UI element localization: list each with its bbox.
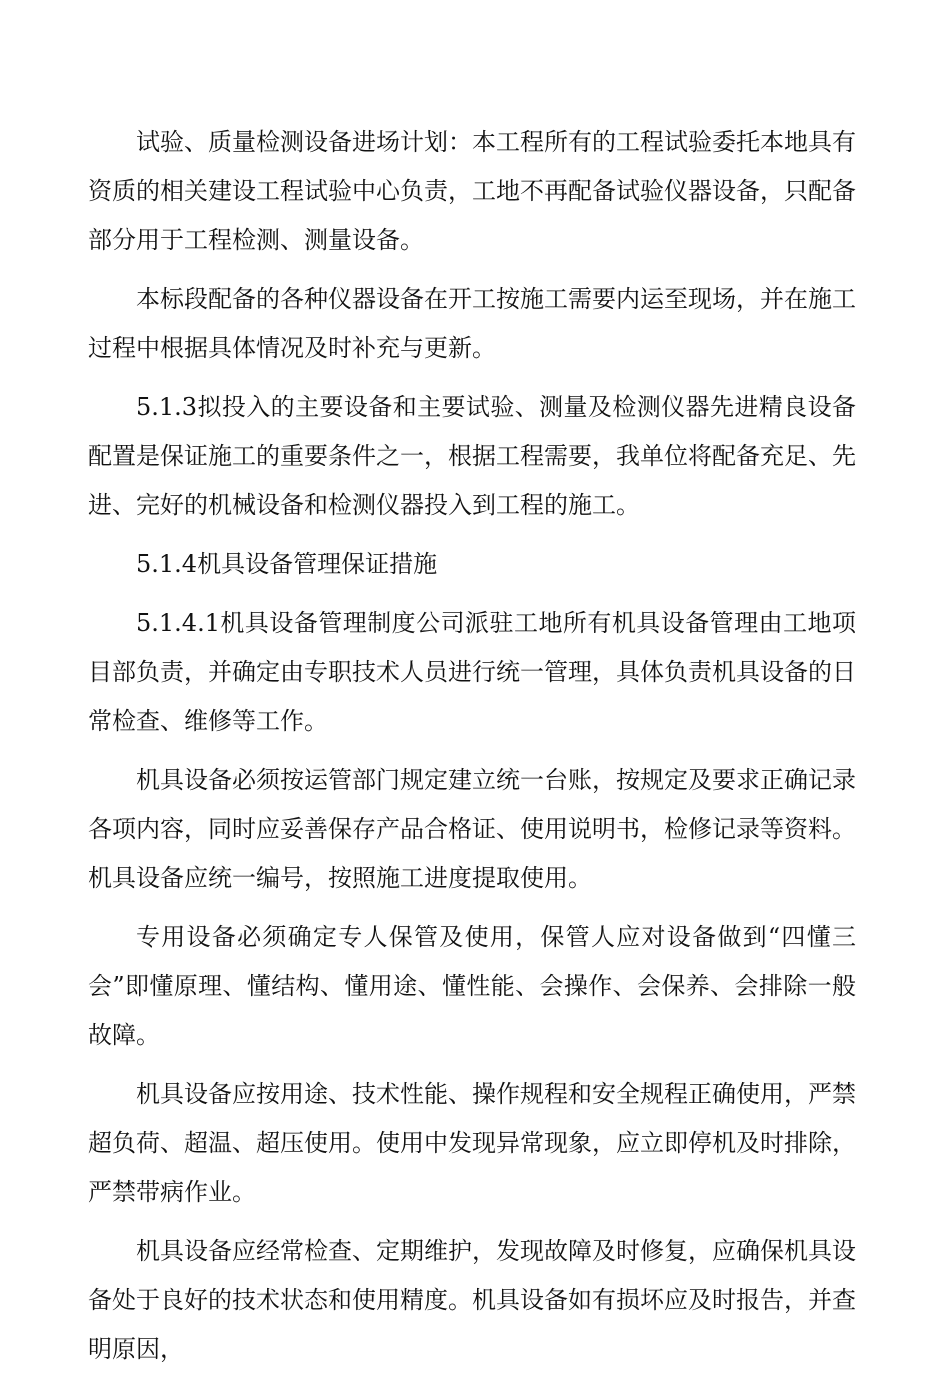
paragraph-instrument-transport: 本标段配备的各种仪器设备在开工按施工需要内运至现场，并在施工过程中根据具体情况及时补充与更新。: [88, 285, 856, 362]
paragraph-dedicated-equipment: 专用设备必须确定专人保管及使用，保管人应对设备做到“四懂三会”即懂原理、懂结构、懂用途、懂性能、会操作、会保养、会排除一般故障。: [88, 923, 856, 1049]
paragraph-proper-usage: 机具设备应按用途、技术性能、操作规程和安全规程正确使用，严禁超负荷、超温、超压使用。使用中发现异常现象，应立即停机及时排除，严禁带病作业。: [88, 1080, 856, 1206]
paragraph-section-5-1-3: 5.1.3拟投入的主要设备和主要试验、测量及检测仪器先进精良设备配置是保证施工的重要条件之一，根据工程需要，我单位将配备充足、先进、完好的机械设备和检测仪器投入到工程的施工。: [88, 393, 856, 519]
paragraph-inspection-maintenance: 机具设备应经常检查、定期维护，发现故障及时修复，应确保机具设备处于良好的技术状态和使用精度。机具设备如有损坏应及时报告，并查明原因，: [88, 1237, 856, 1363]
paragraph-equipment-entry-plan: 试验、质量检测设备进场计划：本工程所有的工程试验委托本地具有资质的相关建设工程试验中心负责，工地不再配备试验仪器设备，只配备部分用于工程检测、测量设备。: [88, 128, 856, 254]
paragraph-section-5-1-4-1: 5.1.4.1机具设备管理制度公司派驻工地所有机具设备管理由工地项目部负责，并确定由专职技术人员进行统一管理，具体负责机具设备的日常检查、维修等工作。: [88, 609, 856, 735]
paragraph-ledger-records: 机具设备必须按运管部门规定建立统一台账，按规定及要求正确记录各项内容，同时应妥善保存产品合格证、使用说明书，检修记录等资料。机具设备应统一编号，按照施工进度提取使用。: [88, 766, 856, 892]
heading-section-5-1-4: 5.1.4机具设备管理保证措施: [136, 550, 438, 578]
document-body: [88, 118, 856, 1384]
